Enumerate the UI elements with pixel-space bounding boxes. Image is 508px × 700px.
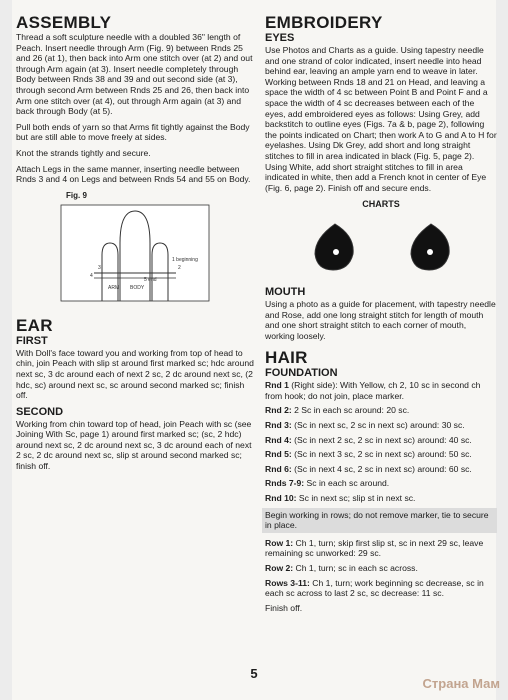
row-2: Row 2: Ch 1, turn; sc in each sc across. bbox=[265, 563, 418, 573]
rows-note: Begin working in rows; do not remove marker, tie to secure in place. bbox=[262, 508, 497, 533]
row-1: Row 1: Ch 1, turn; skip first slip st, sc in next 29 sc, leave remaining sc unworked: 29 sc. bbox=[265, 537, 484, 559]
assembly-title: ASSEMBLY bbox=[16, 13, 112, 32]
foundation-heading: FOUNDATION bbox=[265, 367, 338, 380]
hair-section bbox=[265, 349, 497, 613]
left-edge bbox=[0, 0, 12, 700]
embroidery-title: EMBROIDERY bbox=[265, 13, 383, 32]
rows-3-11: Rows 3-11: Ch 1, turn; work beginning sc decrease, sc in each sc across to last 2 sc, sc decrease: 11 sc. bbox=[265, 577, 484, 599]
fig-end-label: 5 end bbox=[144, 276, 157, 283]
rnd-2: Rnd 2: 2 Sc in each sc around: 20 sc. bbox=[265, 405, 410, 416]
fig-n4: 4 bbox=[90, 272, 93, 279]
fig-beginning-label: 1 beginning bbox=[172, 256, 198, 263]
assembly-para1: Thread a soft sculpture needle with a doubled 36" length of Peach. Insert needle through Arm (Fig. 9) between Rnds 25 and 26 (at 1), then back into Arm one stitch over (at 2) and out through Arm again (at 3). Insert needle completely through Body between Rnds 38 and 39 and out second side (at 3), through second Arm between Rnds 25 and 26, then back into Arm one stitch over (at 4), out through Arm again (at 3) and back through Body (at 5). bbox=[16, 32, 253, 117]
assembly-para2: Pull both ends of yarn so that Arms fit tightly against the Body but are still able to move freely at sides. bbox=[16, 121, 250, 143]
ear-second-text: Working from chin toward top of head, join Peach with sc (see Joining With Sc, page 1) around first marked sc; (sc, 2 hdc) around next sc, 2 dc around next sc, 3 dc around each of next 2 sc, 2 dc around next sc, slip st around second marked sc; finish off. bbox=[16, 418, 252, 472]
ear-first-heading: FIRST bbox=[16, 334, 48, 347]
right-column bbox=[265, 14, 497, 621]
assembly-para3: Knot the strands tightly and secure. bbox=[16, 147, 151, 158]
eye-charts bbox=[265, 214, 497, 276]
page-number: 5 bbox=[250, 666, 258, 681]
assembly-para4: Attach Legs in the same manner, inserting needle between Rnds 3 and 4 on Legs and between Rnds 54 and 55 on Body. bbox=[16, 163, 251, 185]
figure-9 bbox=[16, 191, 254, 307]
embroidery-section bbox=[265, 14, 497, 276]
mouth-section bbox=[265, 286, 497, 341]
finish-off: Finish off. bbox=[265, 602, 303, 613]
left-column bbox=[16, 14, 254, 480]
eye-chart-diagram bbox=[303, 214, 463, 276]
figure-9-label: Fig. 9 bbox=[66, 190, 87, 200]
ear-first-text: With Doll's face toward you and working from top of head to chin, join Peach with slip st around first marked sc; hdc around next sc, 3 dc around each of next 2 sc, 2 dc around next sc, (2 hdc, sc) around next sc, sc around second marked sc; finish off. bbox=[16, 347, 254, 401]
rnds-7-9: Rnds 7-9: Sc in each sc around. bbox=[265, 478, 390, 489]
mouth-text: Using a photo as a guide for placement, with tapestry needle and Rose, add one long straight stitch for length of mouth and one short straight stitch to each corner of mouth, working loosely. bbox=[265, 298, 496, 341]
rnd-3: Rnd 3: (Sc in next sc, 2 sc in next sc) around: 30 sc. bbox=[265, 420, 465, 431]
fig-body-label: BODY bbox=[130, 284, 145, 291]
charts-label: CHARTS bbox=[362, 199, 400, 210]
ear-title: EAR bbox=[16, 315, 53, 335]
rnd-10: Rnd 10: Sc in next sc; slip st in next sc. bbox=[265, 493, 416, 504]
rnd-4: Rnd 4: (Sc in next 2 sc, 2 sc in next sc) around: 40 sc. bbox=[265, 434, 472, 445]
rnd-6: Rnd 6: (Sc in next 4 sc, 2 sc in next sc) around: 60 sc. bbox=[265, 463, 472, 474]
watermark: Страна Мам bbox=[422, 676, 500, 691]
fig-n3: 3 bbox=[98, 264, 101, 271]
ear-section bbox=[16, 317, 254, 472]
eyes-text: Use Photos and Charts as a guide. Using tapestry needle and one strand of color indicated, insert needle into head behind ear, leaving an ample yarn end to weave in later. Working between Rnds 18 and 21 on Head, and leaving a space the width of 4 sc between Point B and Point F and a space the width of 4 sc decreases between each of the eyes, add embroidered eyes as follows: Using Grey, add backstitch to outline eyes (Figs. 7a & b, page 2), following the points indicated on Chart; then work A to G and A to H for eyelashes. Using Dk Grey, add short and long straight stitches to fill in area indicated in black (Fig. 5, page 2). Using White, add short straight stitches to fill in area indicated in white, then add a French knot in center of Eye (Fig. 6, page 2). Finish off and secure ends. bbox=[265, 45, 497, 193]
doll-assembly-diagram bbox=[60, 203, 210, 303]
rnd-1: Rnd 1 (Right side): With Yellow, ch 2, 10 sc in second ch from hook; do not join, place marker. bbox=[265, 380, 481, 401]
hair-title: HAIR bbox=[265, 348, 308, 368]
assembly-section bbox=[16, 14, 254, 307]
right-edge bbox=[496, 0, 508, 700]
rnd-5: Rnd 5: (Sc in next 3 sc, 2 sc in next sc) around: 50 sc. bbox=[265, 449, 472, 460]
eyes-heading: EYES bbox=[265, 32, 295, 44]
fig-n2: 2 bbox=[178, 264, 181, 271]
mouth-heading: MOUTH bbox=[265, 285, 306, 298]
ear-second-heading: SECOND bbox=[16, 405, 64, 418]
fig-arm-label: ARM bbox=[108, 284, 120, 291]
